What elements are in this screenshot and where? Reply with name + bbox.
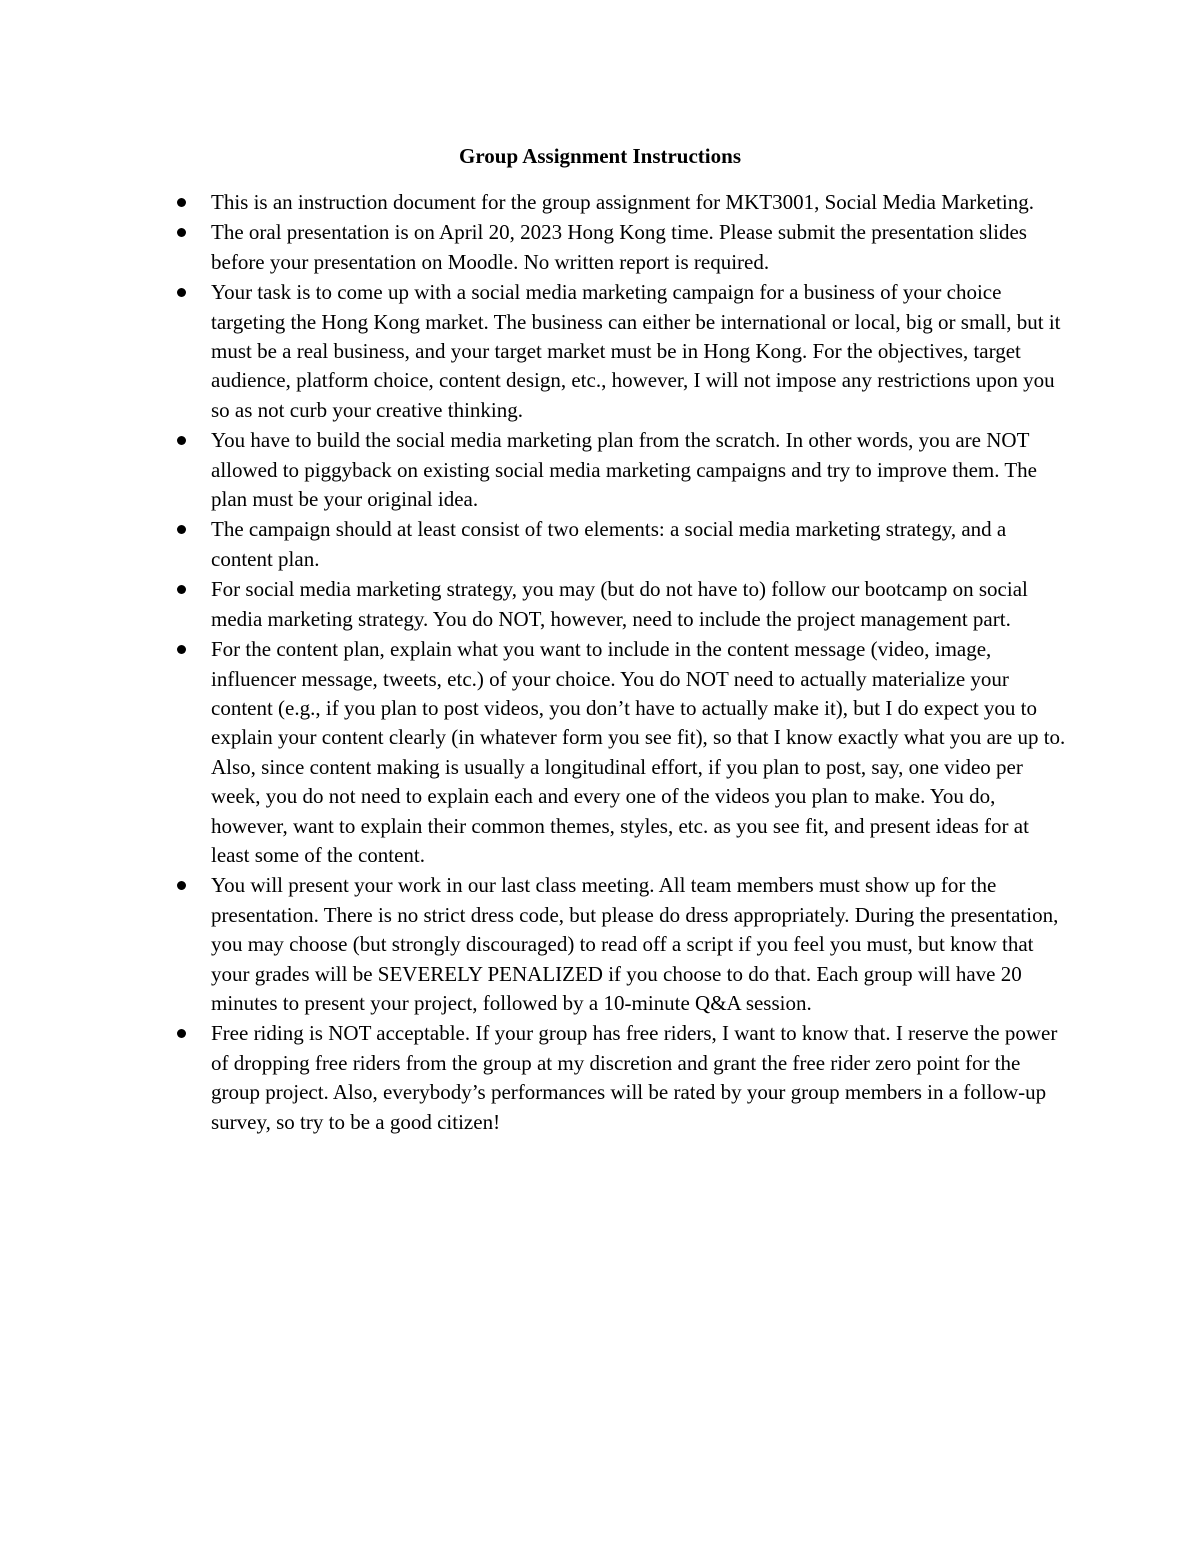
page-title: Group Assignment Instructions (458, 144, 741, 168)
bullet-icon (177, 645, 186, 654)
bullet-icon (177, 525, 186, 534)
list-item (172, 871, 1072, 1018)
list-item (172, 426, 1072, 514)
list-item (172, 188, 1072, 217)
list-item-text: The oral presentation is on April 20, 2023 Hong Kong time. Please submit the presentation slides before your presentation on Moodle. No written report is required. (211, 220, 1027, 274)
list-item-text: Free riding is NOT acceptable. If your group has free riders, I want to know that. I reserve the power of dropping free riders from the group at my discretion and grant the free rider zero point for the group project. Also, everybody’s performances will be rated by your group members in a follow-up survey, so try to be a good citizen! (211, 1021, 1058, 1134)
list-item (172, 515, 1072, 574)
bullet-icon (177, 288, 186, 297)
list-item-text: The campaign should at least consist of two elements: a social media marketing strategy, and a content plan. (211, 517, 1007, 571)
list-item (172, 575, 1072, 634)
list-item (172, 278, 1072, 425)
list-item (172, 635, 1072, 870)
bullet-icon (177, 436, 186, 445)
list-item-text: For the content plan, explain what you want to include in the content message (video, image, influencer message, tweets, etc.) of your choice. You do NOT need to actually materialize your content (e.g., if you plan to post videos, you don’t have to actually make it), but I do expect you to explain your content clearly (in whatever form you see fit), so that I know exactly what you are up to. Also, since content making is usually a longitudinal effort, if you plan to post, say, one video per week, you do not need to explain each and every one of the videos you plan to make. You do, however, want to explain their common themes, styles, etc. as you see fit, and present ideas for at least some of the content. (211, 637, 1066, 867)
list-item (172, 218, 1072, 277)
list-item-text: You will present your work in our last class meeting. All team members must show up for the presentation. There is no strict dress code, but please do dress appropriately. During the presentation, you may choose (but strongly discouraged) to read off a script if you feel you must, but know that your grades will be SEVERELY PENALIZED if you choose to do that. Each group will have 20 minutes to present your project, followed by a 10-minute Q&A session. (211, 873, 1059, 1015)
bullet-icon (177, 1029, 186, 1038)
list-item (172, 1019, 1072, 1137)
list-item-text: You have to build the social media marketing plan from the scratch. In other words, you are NOT allowed to piggyback on existing social media marketing campaigns and try to improve them. The plan must be your original idea. (211, 428, 1037, 512)
list-item-text: For social media marketing strategy, you may (but do not have to) follow our bootcamp on social media marketing strategy. You do NOT, however, need to include the project management part. (211, 577, 1028, 631)
instruction-list (172, 188, 1072, 1138)
list-item-text: This is an instruction document for the group assignment for MKT3001, Social Media Marketing. (211, 190, 1034, 214)
bullet-icon (177, 228, 186, 237)
bullet-icon (177, 198, 186, 207)
bullet-icon (177, 585, 186, 594)
list-item-text: Your task is to come up with a social media marketing campaign for a business of your choice targeting the Hong Kong market. The business can either be international or local, big or small, but it must be a real business, and your target market must be in Hong Kong. For the objectives, target audience, platform choice, content design, etc., however, I will not impose any restrictions upon you so as not curb your creative thinking. (211, 280, 1061, 422)
bullet-icon (177, 881, 186, 890)
